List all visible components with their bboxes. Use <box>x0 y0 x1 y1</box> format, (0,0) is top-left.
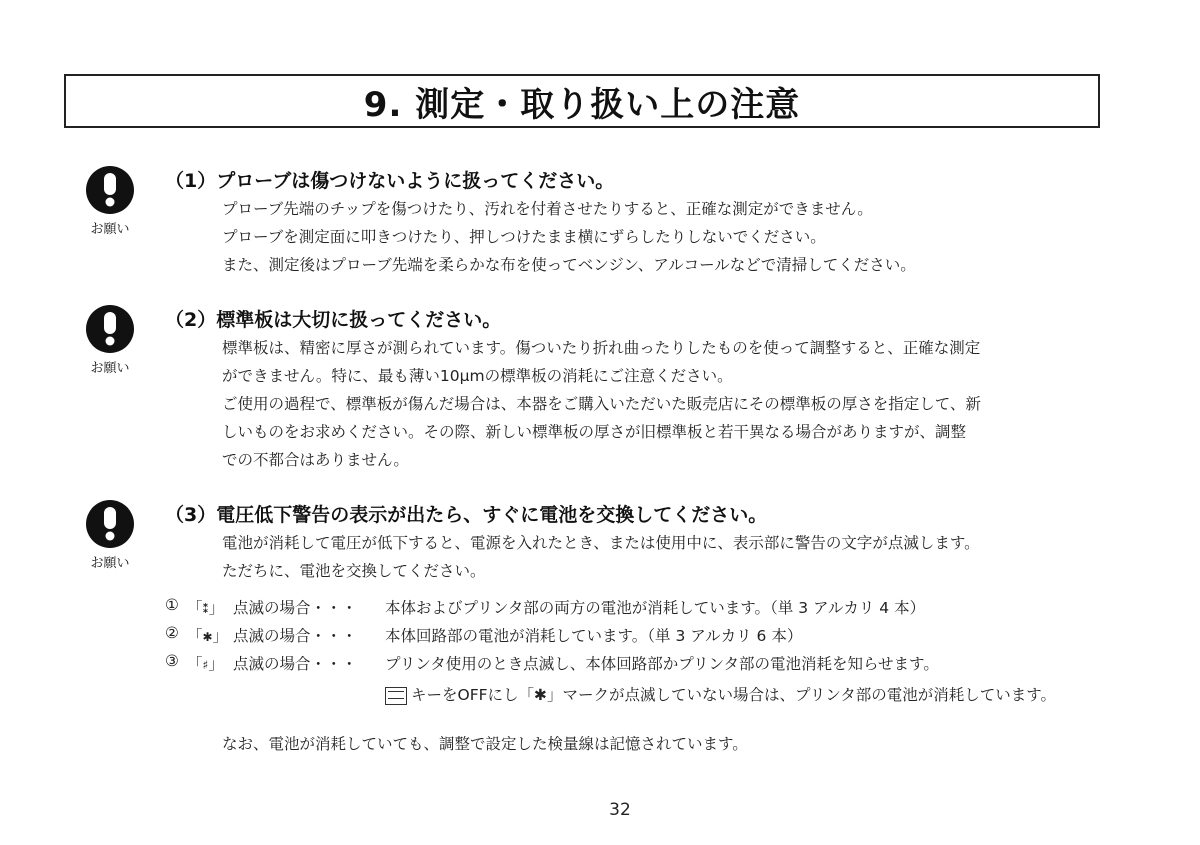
body-line: での不都合はありません。 <box>222 451 409 469</box>
body-line: プローブを測定面に叩きつけたり、押しつけたまま横にずらしたりしないでください。 <box>222 228 826 246</box>
section-heading-1: （1）プローブは傷つけないように扱ってください。 <box>165 170 615 192</box>
warning-description: プリンタ使用のとき点滅し、本体回路部かプリンタ部の電池消耗を知らせます。 <box>385 655 939 673</box>
warning-number: ③ <box>165 652 179 670</box>
exclamation-icon <box>86 166 134 214</box>
warning-description: 本体およびプリンタ部の両方の電池が消耗しています。（単 3 アルカリ 4 本） <box>385 599 926 617</box>
warning-description: 本体回路部の電池が消耗しています。（単 3 アルカリ 6 本） <box>385 627 803 645</box>
section-body-1 <box>222 195 1104 279</box>
body-line: 電池が消耗して電圧が低下すると、電源を入れたとき、または使用中に、表示部に警告の文字が点滅します。 <box>222 534 980 552</box>
exclamation-icon <box>86 305 134 353</box>
section-heading-3: （3）電圧低下警告の表示が出たら、すぐに電池を交換してください。 <box>165 504 768 526</box>
display-symbol: ✱ <box>202 630 213 644</box>
warning-row-3: ③ 「♯」 点滅の場合・・・ プリンタ使用のとき点滅し、本体回路部かプリンタ部の電池消耗を知らせます。 <box>165 652 939 673</box>
title-box <box>64 74 1100 128</box>
display-symbol: ⁑ <box>202 602 209 616</box>
caution-mark-2 <box>84 305 136 376</box>
page-title: 9. 測定・取り扱い上の注意 <box>363 84 801 125</box>
body-line: 標準板は、精密に厚さが測られています。傷ついたり折れ曲ったりしたものを使って調整すると、正確な測定 <box>222 339 981 357</box>
key-note-text: キーをOFFにし「✱」マークが点滅していない場合は、プリンタ部の電池が消耗しています。 <box>411 686 1057 704</box>
caution-mark-1 <box>84 166 136 237</box>
warning-row-2: ② 「✱」 点滅の場合・・・ 本体回路部の電池が消耗しています。（単 3 アルカリ 6 本） <box>165 624 803 645</box>
caution-label: お願い <box>90 361 130 376</box>
footer-note-text: なお、電池が消耗していても、調整で設定した検量線は記憶されています。 <box>222 735 748 753</box>
warning-condition: 点滅の場合・・・ <box>233 655 358 673</box>
display-symbol: ♯ <box>202 658 209 672</box>
warning-condition: 点滅の場合・・・ <box>233 627 358 645</box>
body-line: ただちに、電池を交換してください。 <box>222 562 486 580</box>
body-line: また、測定後はプローブ先端を柔らかな布を使ってベンジン、アルコールなどで清掃してください。 <box>222 256 916 274</box>
caution-label: お願い <box>90 222 130 237</box>
caution-label: お願い <box>90 556 130 571</box>
printer-key-icon <box>385 687 407 705</box>
section-body-2 <box>222 334 1104 474</box>
section-body-3 <box>222 529 1104 585</box>
warning-number: ① <box>165 596 179 614</box>
body-line: しいものをお求めください。その際、新しい標準板の厚さが旧標準板と若干異なる場合がありますが、調整 <box>222 423 967 441</box>
key-note <box>385 683 1056 705</box>
body-line: プローブ先端のチップを傷つけたり、汚れを付着させたりすると、正確な測定ができません。 <box>222 200 873 218</box>
exclamation-icon <box>86 500 134 548</box>
warning-condition: 点滅の場合・・・ <box>233 599 358 617</box>
body-line: ができません。特に、最も薄い10μmの標準板の消耗にご注意ください。 <box>222 367 733 385</box>
footer-note <box>222 730 1104 758</box>
section-heading-2: （2）標準板は大切に扱ってください。 <box>165 309 502 331</box>
warning-row-1: ① 「⁑」 点滅の場合・・・ 本体およびプリンタ部の両方の電池が消耗しています。（単 3 アルカリ 4 本） <box>165 596 926 617</box>
caution-mark-3 <box>84 500 136 571</box>
page-number: 32 <box>609 800 631 820</box>
warning-number: ② <box>165 624 179 642</box>
body-line: ご使用の過程で、標準板が傷んだ場合は、本器をご購入いただいた販売店にその標準板の厚さを指定して、新 <box>222 395 981 413</box>
